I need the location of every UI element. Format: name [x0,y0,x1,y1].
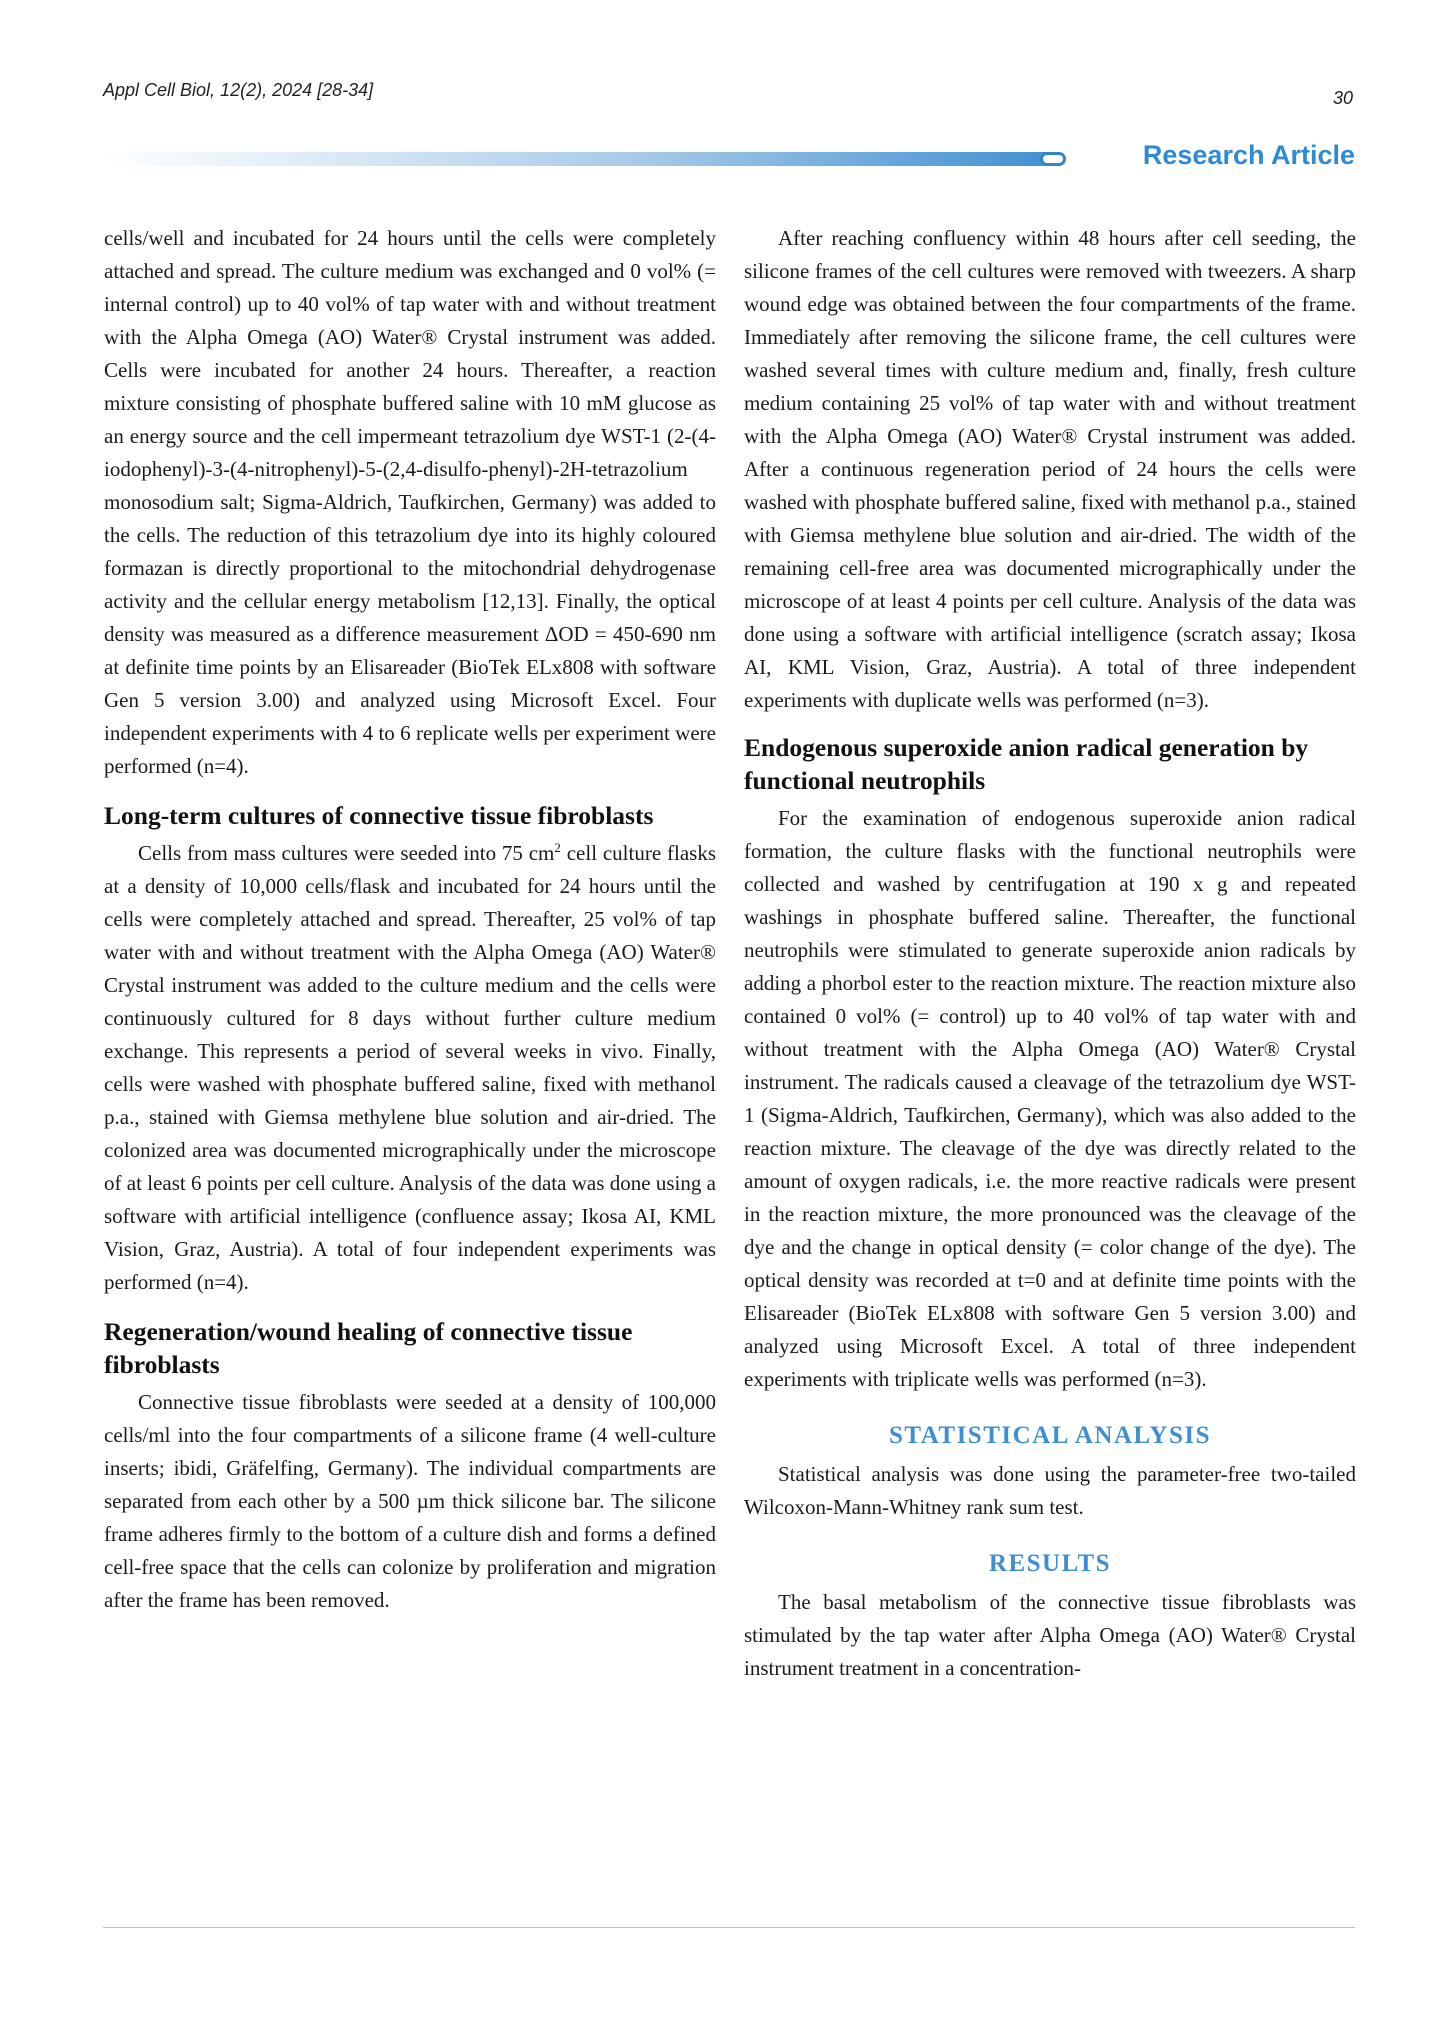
section-heading-long-term-cultures: Long-term cultures of connective tissue fibroblasts [104,801,654,830]
section-heading-results: RESULTS [988,1550,1112,1577]
section-heading-regeneration: Regeneration/wound healing of connective tissue fibroblasts [104,1317,633,1379]
header-rule-dot [1040,152,1066,166]
header-rule [103,152,1063,166]
paragraph: Statistical analysis was done using the parameter-free two-tailed Wilcoxon-Mann-Whitney rank sum test. [744,1462,1356,1519]
footer-rule [103,1927,1355,1928]
paragraph: For the examination of endogenous superoxide anion radical formation, the culture flasks with the functional neutrophils were collected and washed by centrifugation at 190 x g and repeated washings in phosphate buffered saline. Thereafter, the functional neutrophils were stimulated to generate superoxide anion radicals by adding a phorbol ester to the reaction mixture. The reaction mixture also contained 0 vol% (= control) up to 40 vol% of tap water with and without treatment with the Alpha Omega (AO) Water® Crystal instrument. The radicals caused a cleavage of the tetrazolium dye WST-1 (Sigma-Aldrich, Taufkirchen, Germany), which was also added to the reaction mixture. The cleavage of the dye was directly related to the amount of oxygen radicals, i.e. the more reactive radicals were present in the reaction mixture, the more pronounced was the cleavage of the dye and the change in optical density (= color change of the dye). The optical density was recorded at t=0 and at definite time points with the Elisareader (BioTek ELx808 with software Gen 5 version 3.00) and analyzed using Microsoft Excel. A total of three independent experiments with triplicate wells was performed (n=3). [744,806,1356,1391]
paragraph: The basal metabolism of the connective tissue fibroblasts was stimulated by the tap water after Alpha Omega (AO) Water® Crystal instrument treatment in a concentration- [744,1590,1356,1680]
text-span: cell culture flasks at a density of 10,000 cells/flask and incubated for 24 hours until the cells were completely attached and spread. Thereafter, 25 vol% of tap water with and without treatment with the Alpha Omega (AO) Water® Crystal instrument was added to the culture medium and the cells were continuously cultured for 8 days without further culture medium exchange. This represents a period of several weeks in vivo. Finally, cells were washed with phosphate buffered saline, fixed with methanol p.a., stained with Giemsa methylene blue solution and air-dried. The colonized area was documented micrographically under the microscope of at least 6 points per cell culture. Analysis of the data was done using a software with artificial intelligence (confluence assay; Ikosa AI, KML Vision, Graz, Austria). A total of four independent experiments was performed (n=4). [104,841,716,1294]
paragraph: After reaching confluency within 48 hours after cell seeding, the silicone frames of the cell cultures were removed with tweezers. A sharp wound edge was obtained between the four compartments of the frame. Immediately after removing the silicone frame, the cell cultures were washed several times with culture medium and, finally, fresh culture medium containing 25 vol% of tap water with and without treatment with the Alpha Omega (AO) Water® Crystal instrument was added. After a continuous regeneration period of 24 hours the cells were washed with phosphate buffered saline, fixed with methanol p.a., stained with Giemsa methylene blue solution and air-dried. The width of the remaining cell-free area was documented micrographically under the microscope of at least 4 points per cell culture. Analysis of the data was done using a software with artificial intelligence (scratch assay; Ikosa AI, KML Vision, Graz, Austria). A total of three independent experiments with duplicate wells was performed (n=3). [744,226,1356,712]
paragraph: cells/well and incubated for 24 hours until the cells were completely attached and spread. The culture medium was exchanged and 0 vol% (= internal control) up to 40 vol% of tap water with and without treatment with the Alpha Omega (AO) Water® Crystal instrument was added. Cells were incubated for another 24 hours. Thereafter, a reaction mixture consisting of phosphate buffered saline with 10 mM glucose as an energy source and the cell impermeant tetrazolium dye WST-1 (2-(4-iodophenyl)-3-(4-nitrophenyl)-5-(2,4-disulfo-phenyl)-2H-tetrazolium monosodium salt; Sigma-Aldrich, Taufkirchen, Germany) was added to the cells. The reduction of this tetrazolium dye into its highly coloured formazan is directly proportional to the mitochondrial dehydrogenase activity and the cellular energy metabolism [12,13]. Finally, the optical density was measured as a difference measurement ΔOD = 450-690 nm at definite time points by an Elisareader (BioTek ELx808 with software Gen 5 version 3.00) and analyzed using Microsoft Excel. Four independent experiments with 4 to 6 replicate wells per experiment were performed (n=4). [104,226,716,778]
text-span: Cells from mass cultures were seeded into 75 cm [138,841,555,865]
section-heading-endogenous-superoxide: Endogenous superoxide anion radical generation by functional neutrophils [744,733,1309,795]
superscript: 2 [554,840,561,855]
article-type-label: Research Article [1142,140,1355,170]
page-number: 30 [1332,88,1353,108]
journal-citation: Appl Cell Biol, 12(2), 2024 [28-34] [103,80,374,100]
right-column [744,222,1356,1685]
paragraph: Connective tissue fibroblasts were seeded at a density of 100,000 cells/ml into the four compartments of a silicone frame (4 well-culture inserts; ibidi, Gräfelfing, Germany). The individual compartments are separated from each other by a 500 µm thick silicone bar. The silicone frame adheres firmly to the bottom of a culture dish and forms a defined cell-free space that the cells can colonize by proliferation and migration after the frame has been removed. [104,1390,716,1612]
left-column [104,222,716,1617]
section-heading-statistical-analysis: STATISTICAL ANALYSIS [888,1422,1212,1449]
paragraph [104,837,716,1299]
